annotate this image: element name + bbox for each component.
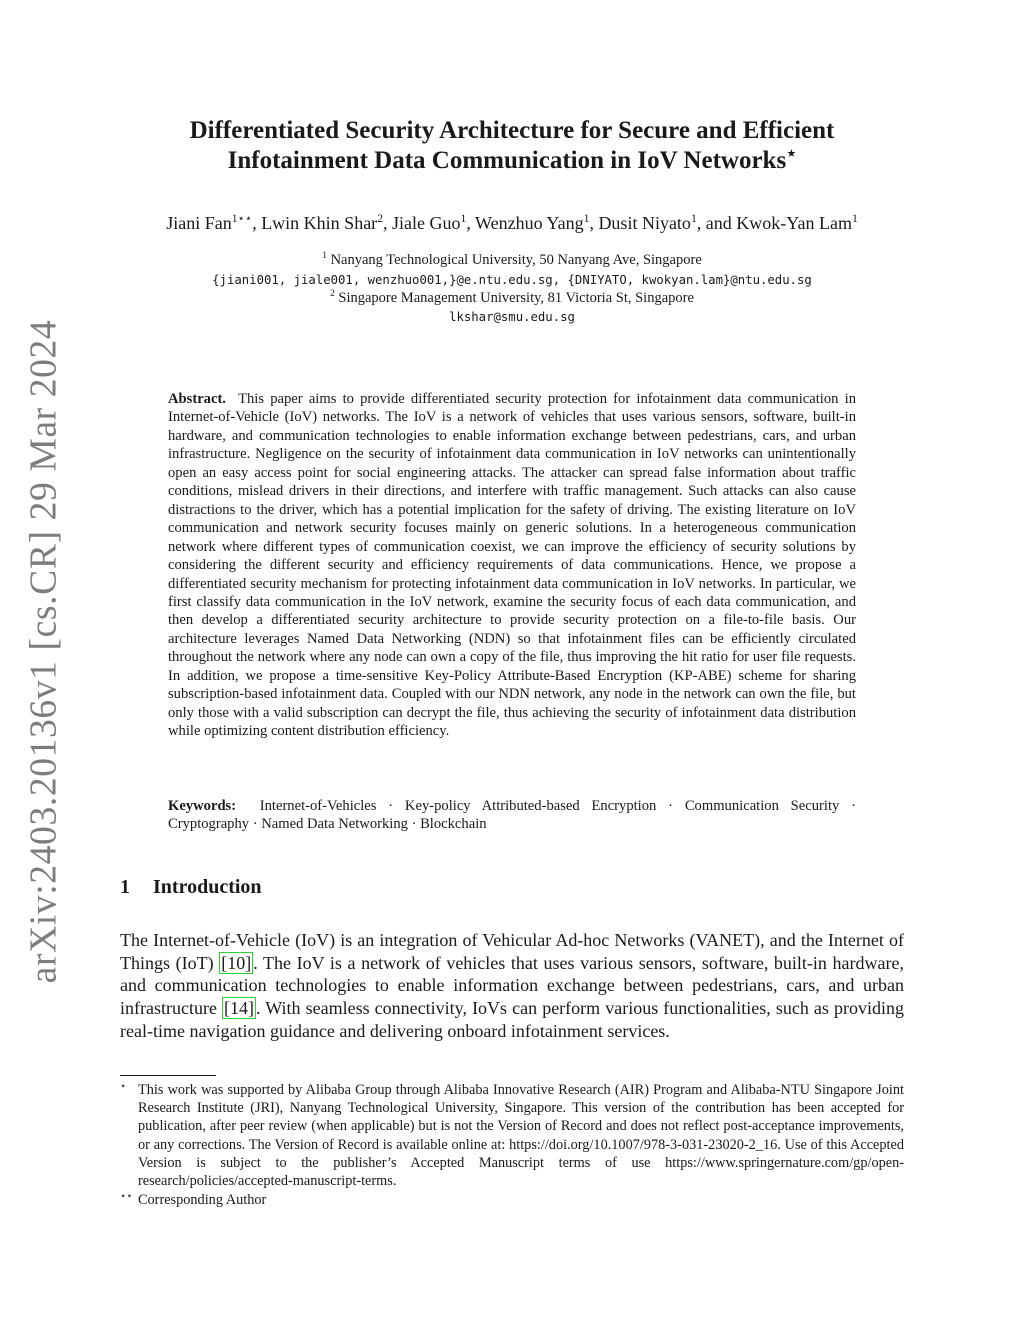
author-name: Jiale Guo (392, 213, 461, 233)
affiliation-name: Singapore Management University, 81 Victoria St, Singapore (338, 290, 694, 306)
author-name: Lwin Khin Shar (261, 213, 378, 233)
author-mark: 1 (690, 212, 697, 225)
affiliation-mark: 2 (330, 289, 335, 300)
author-mark: 1 (583, 212, 590, 225)
keywords-label: Keywords: (168, 798, 237, 814)
footnote-mark: ⋆ (120, 1081, 127, 1092)
affiliation-1-emails: {jiani001, jiale001, wenzhuo001,}@e.ntu.edu.sg, {DNIYATO, kwokyan.lam}@ntu.edu.sg (212, 273, 812, 287)
keywords-text: Internet-of-Vehicles · Key-policy Attributed-based Encryption · Communication Security · Cryptography · Named Data Networking · Blockchain (168, 798, 856, 833)
author-name: Wenzhuo Yang (475, 213, 584, 233)
author-name: Dusit Niyato (598, 213, 691, 233)
affiliation-2-emails: lkshar@smu.edu.sg (449, 310, 575, 324)
footnote-1 (120, 1081, 904, 1190)
footnote-text: Corresponding Author (138, 1192, 267, 1208)
footnote-divider (120, 1075, 216, 1076)
intro-text-2: . The IoV is a network of vehicles that uses various sensors, software, built-in hardware, and communication technologies to enable information exchange between pedestrians, cars, and urban infrastructure (120, 952, 904, 1019)
author-mark: 1 (851, 212, 858, 225)
footnote-text: This work was supported by Alibaba Group through Alibaba Innovative Research (AIR) Program and Alibaba-NTU Singapore Joint Research Institute (JRI), Nanyang Technological University, Singapore. This version of the contribution has been accepted for publication, after peer review (when applicable) but is not the Version of Record and does not reflect post-acceptance improvements, or any corrections. The Version of Record is available online at: https://doi.org/10.1007/978-3-031-23020-2_16. Use of this Accepted Version is subject to the publisher’s Accepted Manuscript terms of use https://www.springernature.com/gp/open-research/policies/accepted-manuscript-terms. (138, 1082, 904, 1190)
author-mark: 2 (377, 212, 384, 225)
citation-link[interactable]: [10] (221, 952, 252, 973)
author-list: Jiani Fan$^{1⋆⋆}$, Lwin Khin Shar$^2$, Jiale Guo$^1$, Wenzhuo Yang$^1$, Dusit Niyato$^1$, and Kwok-Yan Lam$^1$ (166, 212, 858, 233)
affiliation-mark: 1 (322, 251, 327, 262)
abstract (168, 390, 856, 741)
paper-title (120, 116, 904, 176)
abstract-text: This paper aims to provide differentiated security protection for infotainment data communication in Internet-of-Vehicle (IoV) networks. The IoV is a network of vehicles that uses various sensors, software, built-in hardware, and communication technologies to enable information exchange between pedestrians, cars, and urban infrastructure. Negligence on the security of infotainment data communication in IoV networks can unintentionally open an easy access point for social engineering attacks. The attacker can spread false information about traffic conditions, mislead drivers in their directions, and interfere with traffic management. Such attacks can also cause distractions to the driver, which has a potential implication for the safety of driving. The existing literature on IoV communication and network security focuses mainly on generic solutions. In a heterogeneous communication network where different types of communication coexist, we can improve the efficiency of security solutions by considering the different security and efficiency requirements of data communications. Hence, we propose a differentiated security mechanism for protecting infotainment data communication in IoV networks. In particular, we first classify data communication in the IoV network, examine the security focus of each data communication, and then develop a differentiated security architecture to provide security protection on a file-to-file basis. Our architecture leverages Named Data Networking (NDN) so that infotainment files can be efficiently circulated throughout the network where any node can own a copy of the file, thus improving the hit ratio for user file requests. In addition, we propose a time-sensitive Key-Policy Attribute-Based Encryption (KP-ABE) scheme for sharing subscription-based infotainment data. Coupled with our NDN network, any node in the network can own the file, but only those with a valid subscription can decrypt the file, thus achieving the security of infotainment data distribution while optimizing content distribution efficiency. (168, 391, 856, 740)
title-footnote-mark: ⋆ (786, 144, 797, 163)
title-line-1: Differentiated Security Architecture for Secure and Efficient (189, 117, 835, 144)
affiliation-name: Nanyang Technological University, 50 Nanyang Ave, Singapore (330, 252, 702, 268)
authors-conjunction: and (705, 213, 732, 233)
title-line-2: Infotainment Data Communication in IoV Networks (227, 147, 787, 174)
citation-link[interactable]: [14] (224, 998, 255, 1019)
keywords (168, 797, 856, 834)
affiliation-2 (150, 290, 874, 307)
section-number: 1 (120, 876, 130, 898)
footnote-2 (120, 1191, 904, 1209)
footnote-mark: ⋆⋆ (120, 1191, 133, 1202)
author-mark: 1⋆⋆ (231, 212, 253, 225)
arxiv-identifier: arXiv:2403.20136v1 [cs.CR] 29 Mar 2024 (23, 319, 65, 983)
author-name: Jiani Fan (166, 213, 232, 233)
section-title: Introduction (153, 876, 262, 898)
author-name: Kwok-Yan Lam (736, 213, 852, 233)
intro-text-3: . With seamless connectivity, IoVs can perform various functionalities, such as providing real-time navigation guidance and delivering onboard infotainment services. (120, 998, 904, 1041)
author-mark: 1 (460, 212, 467, 225)
arxiv-side-stamp (6, 319, 82, 983)
affiliation-1 (150, 252, 874, 269)
intro-text-1: The Internet-of-Vehicle (IoV) is an integration of Vehicular Ad-hoc Networks (VANET), and the Internet of Things (IoT) (120, 930, 904, 973)
section-heading (120, 876, 262, 899)
abstract-label: Abstract. (168, 391, 226, 407)
intro-paragraph (120, 929, 904, 1043)
